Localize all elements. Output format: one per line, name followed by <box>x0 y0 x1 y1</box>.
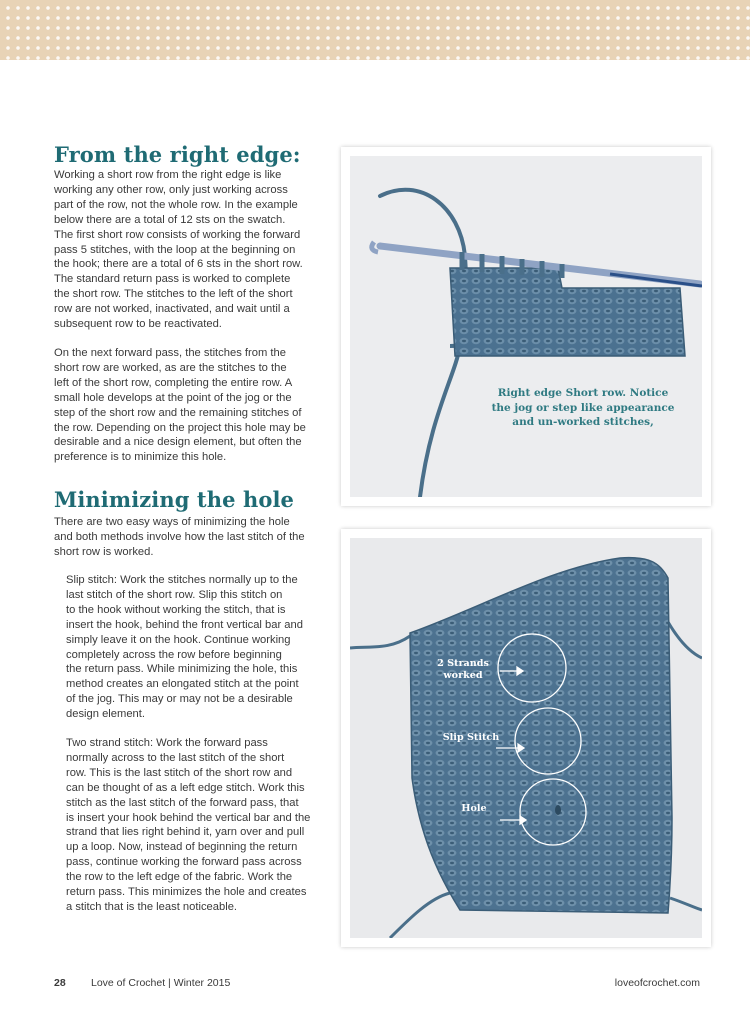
callout-hole: Hole <box>461 803 487 814</box>
callout-two-strands: 2 Strands worked <box>437 658 489 681</box>
website-link[interactable]: loveofcrochet.com <box>614 977 700 989</box>
publication-info: Love of Crochet | Winter 2015 <box>91 977 231 989</box>
callout-slip-stitch: Slip Stitch <box>442 732 500 743</box>
photo-caption-short-row: Right edge Short row. Notice the jog or step like appearance and un-worked stitches, <box>491 387 675 428</box>
paragraph-two-strand: Two strand stitch: Work the forward pass normally across to the last stitch of the short row. This is the last stitch of the short row and can be thought of as a left edge stitch. Work this stitch as the last stitch of the forward pass, that is insert your hook behind the vertical bar and the strand that lies right behind it, yarn over and pull up a loop. Now, instead of beginning the return pass, continue working the forward pass across the row to the left edge of the fabric. Work the return pass. This minimizes the hole and creates a stitch that is the least noticeable. <box>66 737 311 913</box>
paragraph-hole-intro: There are two easy ways of minimizing the hole and both methods involve how the last stitch of the short row is worked. <box>54 516 305 558</box>
decorative-dotted-band <box>0 0 750 60</box>
photo-frame-stitch-methods <box>341 529 711 947</box>
paragraph-right-edge-1: Working a short row from the right edge is like working any other row, only just working across part of the row, not the whole row. In the example below there are a total of 12 sts on the swatch. The first short row consists of working the forward pass 5 stitches, with the loop at the beginning on the hook; there are a total of 6 sts in the short row. The standard return pass is worked to complete the short row. The stitches to the left of the short row are not worked, inactivated, and wait until a subsequent row to be reactivated. <box>54 169 303 331</box>
photo-stitch-methods-swatch <box>350 538 702 938</box>
paragraph-slip-stitch: Slip stitch: Work the stitches normally up to the last stitch of the short row. Slip this stitch on to the hook without working the stitch, that is insert the hook, behind the front vertical bar and simply leave it on the hook. Continue working completely across the row before beginning the return pass. While minimizing the hole, this method creates an elongated stitch at the point of the jog. This may or may not be a desirable design element. <box>66 574 303 721</box>
photo-short-row-swatch <box>350 156 702 497</box>
paragraph-right-edge-2: On the next forward pass, the stitches from the short row are worked, as are the stitches to the left of the short row, completing the entire row. A small hole develops at the point of the jog or the step of the short row and the remaining stitches of the row. Depending on the project this hole may be desirable and a nice design element, but often the preference is to minimize this hole. <box>54 347 306 464</box>
heading-minimizing-hole: Minimizing the hole <box>54 487 294 512</box>
swatch-with-circles-illustration <box>350 538 702 938</box>
page-number: 28 <box>54 977 66 989</box>
heading-from-right-edge: From the right edge: <box>54 142 301 167</box>
yarn-swatch-illustration <box>350 156 702 497</box>
photo-frame-short-row <box>341 147 711 506</box>
